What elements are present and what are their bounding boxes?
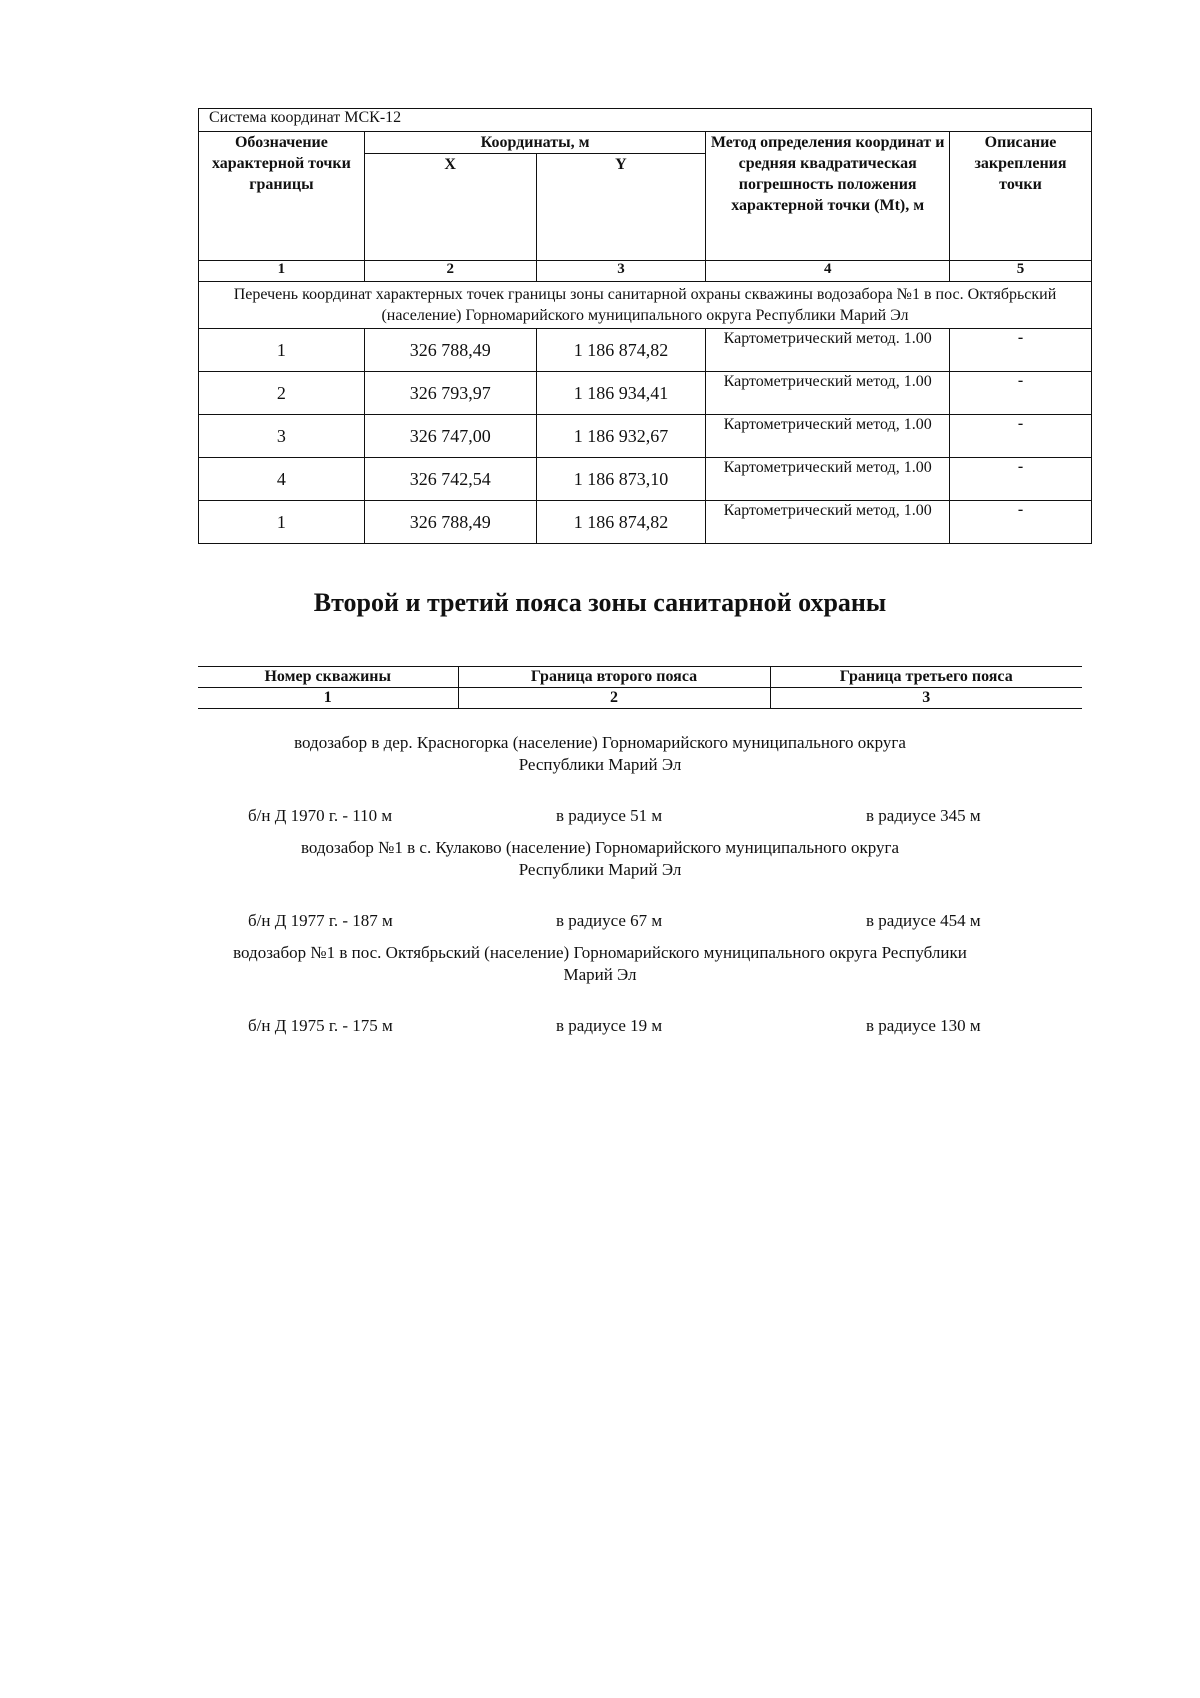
coordinate-y: 1 186 934,41 [536,372,706,415]
intake-title-line: водозабор в дер. Красногорка (население) Горномарийского муниципального округа [294,733,906,752]
column-number: 4 [706,261,950,282]
third-zone-radius: в радиусе 345 м [866,806,981,825]
intake-title-line: водозабор №1 в с. Кулаково (население) Горномарийского муниципального округа [300,838,900,857]
intake-title-line: Республики Марий Эл [518,860,682,879]
intake-row [0,1016,1200,1038]
table-row [199,372,1092,415]
method-cell: Картометрический метод, 1.00 [706,415,950,458]
intake-title-line: Марий Эл [563,965,637,984]
coordinate-y: 1 186 874,82 [536,501,706,544]
second-zone-radius: в радиусе 19 м [556,1016,663,1035]
third-zone-radius: в радиусе 454 м [866,911,981,930]
table-row [199,329,1092,372]
description-cell: - [950,415,1092,458]
zones-header-row [198,667,1082,688]
zones-table [198,666,1082,709]
column-number: 1 [198,688,458,709]
column-number: 1 [199,261,365,282]
zones-column-numbers-row [198,688,1082,709]
description-cell: - [950,501,1092,544]
well-number: б/н Д 1977 г. - 187 м [248,911,393,930]
coordinate-x: 326 788,49 [364,329,536,372]
coordinate-y: 1 186 874,82 [536,329,706,372]
intake-title [0,732,1200,776]
intake-row [0,911,1200,933]
coordinates-list-title: Перечень координат характерных точек границы зоны санитарной охраны скважины водозабора №1 в пос. Октябрьский (население) Горномарийского муниципального округа Республики Марий Эл [199,282,1092,329]
header-third-zone: Граница третьего пояса [770,667,1082,688]
header-well-number: Номер скважины [198,667,458,688]
point-number: 1 [199,501,365,544]
column-numbers-row [199,261,1092,282]
header-method: Метод определения координат и средняя квадратическая погрешность положения характерной точки (Mt), м [706,132,950,261]
header-coordinates: Координаты, м [364,132,705,154]
column-number: 3 [536,261,706,282]
column-number: 2 [458,688,770,709]
header-x: X [364,154,536,261]
intake-block [0,942,1200,1038]
well-number: б/н Д 1970 г. - 110 м [248,806,393,825]
coordinate-y: 1 186 873,10 [536,458,706,501]
table-row [199,501,1092,544]
header-description: Описание закрепления точки [950,132,1092,261]
method-cell: Картометрический метод, 1.00 [706,501,950,544]
method-cell: Картометрический метод. 1.00 [706,329,950,372]
column-number: 3 [770,688,1082,709]
coordinate-x: 326 793,97 [364,372,536,415]
intake-title [200,942,1000,986]
point-number: 3 [199,415,365,458]
table-row [199,458,1092,501]
column-number: 5 [950,261,1092,282]
description-cell: - [950,372,1092,415]
column-number: 2 [364,261,536,282]
coordinate-y: 1 186 932,67 [536,415,706,458]
coordinate-x: 326 747,00 [364,415,536,458]
point-number: 1 [199,329,365,372]
intake-block [0,837,1200,933]
point-number: 2 [199,372,365,415]
intake-row [0,806,1200,828]
third-zone-radius: в радиусе 130 м [866,1016,981,1035]
method-cell: Картометрический метод, 1.00 [706,458,950,501]
second-zone-radius: в радиусе 51 м [556,806,663,825]
header-y: Y [536,154,706,261]
description-cell: - [950,458,1092,501]
header-point: Обозначение характерной точки границы [199,132,365,261]
coordinate-x: 326 742,54 [364,458,536,501]
header-second-zone: Граница второго пояса [458,667,770,688]
coordinate-x: 326 788,49 [364,501,536,544]
intake-title-line: водозабор №1 в пос. Октябрьский (население) Горномарийского муниципального округа Республики [233,943,967,962]
well-number: б/н Д 1975 г. - 175 м [248,1016,393,1035]
point-number: 4 [199,458,365,501]
intake-title [0,837,1200,881]
coordinates-table [198,108,1092,544]
intake-block [0,732,1200,828]
table-row [199,415,1092,458]
coordinate-system-label: Система координат МСК-12 [199,109,1092,132]
method-cell: Картометрический метод, 1.00 [706,372,950,415]
description-cell: - [950,329,1092,372]
second-zone-radius: в радиусе 67 м [556,911,663,930]
intake-title-line: Республики Марий Эл [518,755,682,774]
section-title: Второй и третий пояса зоны санитарной охраны [313,588,887,617]
